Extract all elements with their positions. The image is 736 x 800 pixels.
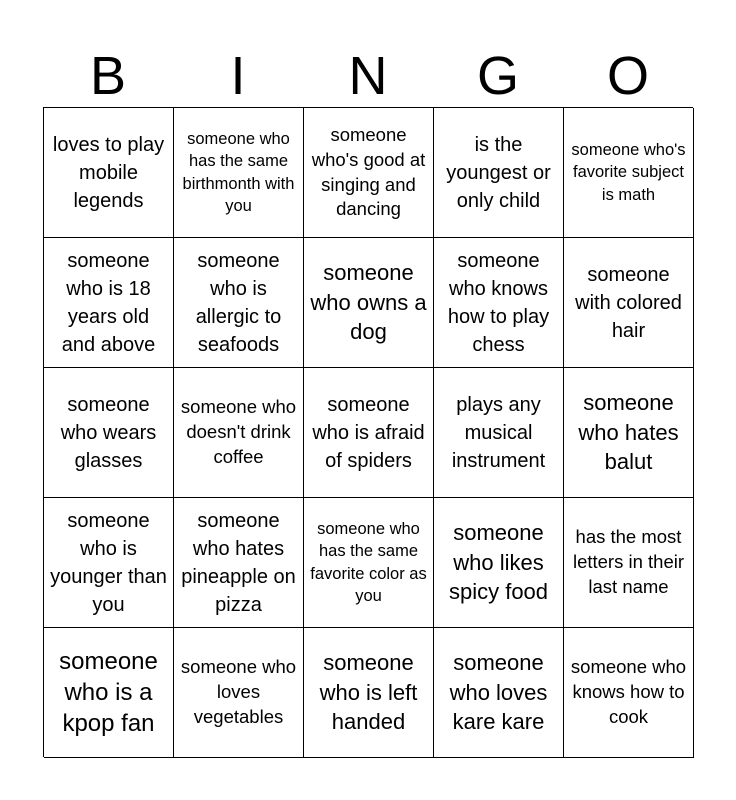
cell-text: someone who knows how to play chess — [447, 249, 550, 356]
bingo-cell[interactable] — [44, 368, 174, 498]
cell-text: someone who is allergic to seafoods — [195, 249, 282, 356]
bingo-cell[interactable] — [304, 108, 434, 238]
bingo-cell[interactable] — [564, 238, 694, 368]
cell-text: someone who doesn't drink coffee — [180, 396, 297, 467]
bingo-cell[interactable] — [564, 368, 694, 498]
cell-text: plays any musical instrument — [451, 393, 546, 472]
header-letter-i: I — [230, 46, 246, 106]
bingo-cell[interactable] — [44, 498, 174, 628]
bingo-grid — [43, 107, 693, 757]
bingo-cell[interactable] — [564, 628, 694, 758]
bingo-cell[interactable] — [44, 108, 174, 238]
bingo-cell[interactable] — [564, 108, 694, 238]
bingo-cell[interactable] — [434, 238, 564, 368]
cell-text: someone who owns a dog — [310, 259, 427, 345]
header-letter-n: N — [348, 46, 388, 106]
bingo-cell[interactable] — [44, 238, 174, 368]
bingo-cell[interactable] — [174, 238, 304, 368]
cell-text: someone who is a kpop fan — [59, 647, 158, 738]
bingo-cell[interactable] — [434, 498, 564, 628]
bingo-cell[interactable] — [174, 108, 304, 238]
cell-text: someone who hates balut — [578, 389, 679, 475]
bingo-cell[interactable] — [174, 628, 304, 758]
bingo-cell[interactable] — [304, 238, 434, 368]
cell-text: someone who has the same favorite color as you — [310, 519, 427, 605]
bingo-cell[interactable] — [304, 498, 434, 628]
bingo-cell[interactable] — [434, 108, 564, 238]
header-letter-g: G — [476, 46, 519, 106]
cell-text: someone who hates pineapple on pizza — [181, 509, 296, 616]
cell-text: someone who has the same birthmonth with you — [182, 129, 295, 215]
cell-text: loves to play mobile legends — [52, 133, 165, 212]
bingo-cell[interactable] — [174, 368, 304, 498]
cell-text: someone with colored hair — [575, 263, 682, 342]
bingo-cell[interactable] — [304, 368, 434, 498]
cell-text: someone who is left handed — [319, 649, 418, 735]
cell-text: someone who loves kare kare — [449, 649, 548, 735]
cell-text: someone who is afraid of spiders — [312, 393, 425, 472]
cell-text: someone who loves vegetables — [180, 656, 297, 727]
bingo-cell[interactable] — [434, 628, 564, 758]
cell-text: someone who's favorite subject is math — [571, 140, 686, 204]
cell-text: someone who wears glasses — [60, 393, 157, 472]
header-letter-b: B — [89, 46, 127, 106]
header-letter-o: O — [606, 46, 649, 106]
bingo-cell[interactable] — [44, 628, 174, 758]
bingo-cell[interactable] — [174, 498, 304, 628]
cell-text: someone who knows how to cook — [570, 656, 687, 727]
cell-text: someone who's good at singing and dancing — [311, 123, 426, 220]
bingo-cell[interactable] — [564, 498, 694, 628]
cell-text: someone who is younger than you — [50, 509, 167, 616]
bingo-header — [43, 44, 693, 108]
bingo-cell[interactable] — [434, 368, 564, 498]
cell-text: someone who is 18 years old and above — [61, 249, 156, 356]
bingo-cell[interactable] — [304, 628, 434, 758]
cell-text: someone who likes spicy food — [448, 519, 549, 605]
cell-text: is the youngest or only child — [446, 133, 551, 212]
cell-text: has the most letters in their last name — [572, 526, 685, 597]
